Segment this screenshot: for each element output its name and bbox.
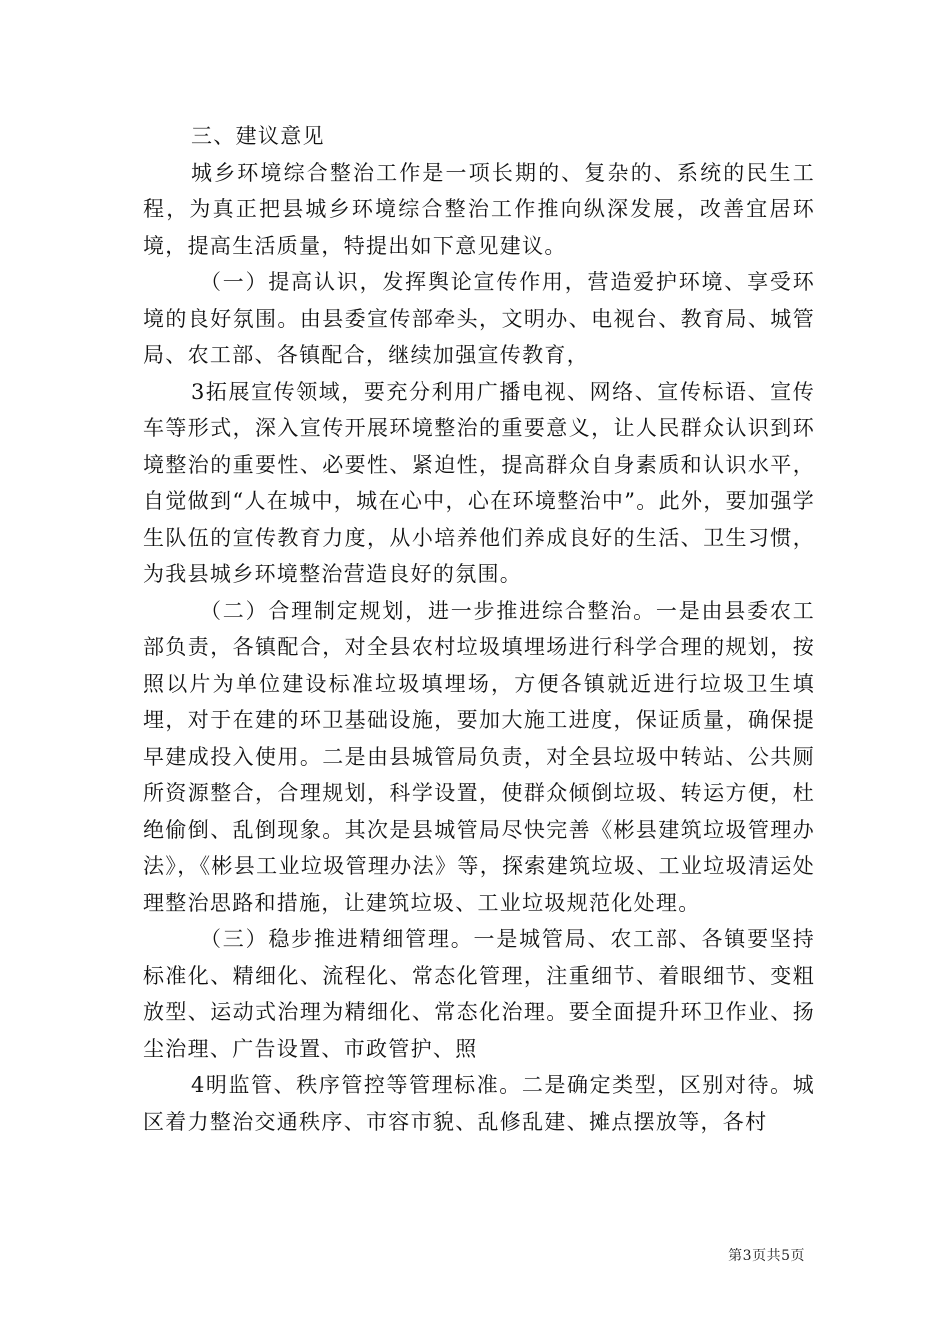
paragraph-item-2: （二）合理制定规划，进一步推进综合整治。一是由县委农工部负责，各镇配合，对全县农村垃圾填埋场进行科学合理的规划，按照以片为单位建设标准垃圾填埋场，方便各镇就近进行垃圾卫生填埋，对于在建的环卫基础设施，要加大施工进度，保证质量，确保提早建成投入使用。二是由县城管局负责，对全县垃圾中转站、公共厕所资源整合，合理规划，科学设置，使群众倾倒垃圾、转运方便，杜绝偷倒、乱倒现象。其次是县城管局尽快完善《彬县建筑垃圾管理办法》，《彬县工业垃圾管理办法》等，探索建筑垃圾、工业垃圾清运处理整治思路和措施，让建筑垃圾、工业垃圾规范化处理。 [143, 598, 815, 915]
paragraph-item-1: （一）提高认识，发挥舆论宣传作用，营造爱护环境、享受环境的良好氛围。由县委宣传部牵头，文明办、电视台、教育局、城管局、农工部、各镇配合，继续加强宣传教育， [143, 270, 815, 367]
paragraph-intro: 城乡环境综合整治工作是一项长期的、复杂的、系统的民生工程，为真正把县城乡环境综合整治工作推向纵深发展，改善宜居环境，提高生活质量，特提出如下意见建议。 [143, 160, 815, 258]
paragraph-continued-4: 4明监管、秩序管控等管理标准。二是确定类型，区别对待。城区着力整治交通秩序、市容市貌、乱修乱建、摊点摆放等，各村 [143, 1073, 815, 1134]
paragraph-continued-3: 3拓展宣传领域，要充分利用广播电视、网络、宣传标语、宣传车等形式，深入宣传开展环境整治的重要意义，让人民群众认识到环境整治的重要性、必要性、紧迫性，提高群众自身素质和认识水平，自觉做到“人在城中，城在心中，心在环境整治中”。此外，要加强学生队伍的宣传教育力度，从小培养他们养成良好的生活、卫生习惯，为我县城乡环境整治营造良好的氛围。 [143, 379, 815, 586]
document-body [143, 118, 815, 1140]
section-heading: 三、建议意见 [191, 124, 325, 148]
paragraph-item-3: （三）稳步推进精细管理。一是城管局、农工部、各镇要坚持标准化、精细化、流程化、常态化管理，注重细节、着眼细节、变粗放型、运动式治理为精细化、常态化治理。要全面提升环卫作业、扬尘治理、广告设置、市政管护、照 [143, 927, 815, 1061]
page-number-footer: 第3页共5页 [728, 1248, 805, 1264]
